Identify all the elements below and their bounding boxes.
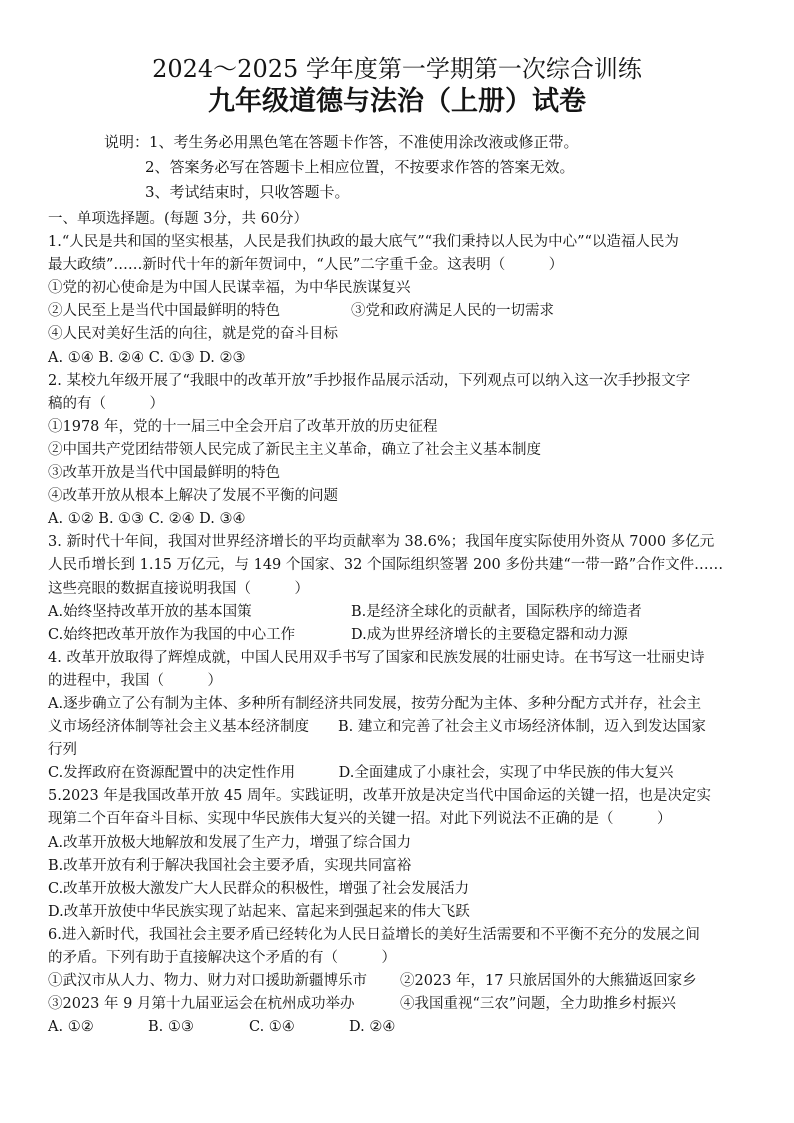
option-item: ④人民对美好生活的向往，就是党的奋斗目标 bbox=[48, 326, 338, 343]
question-stem: 人民币增长到 1.15 万亿元，与 149 个国家、32 个国际组织签署 200 多份共建“一带一路”合作文件…… bbox=[48, 557, 724, 574]
question-stem: 这些亮眼的数据直接说明我国（ ） bbox=[48, 580, 309, 597]
question-stem: 4. 改革开放取得了辉煌成就，中国人民用双手书写了国家和民族发展的壮丽史诗。在书写这一壮丽史诗 bbox=[48, 649, 705, 666]
question-2 bbox=[48, 370, 768, 532]
answer-choices bbox=[48, 1016, 768, 1039]
option-row bbox=[48, 970, 768, 993]
option-row bbox=[48, 624, 768, 647]
question-stem: 5.2023 年是我国改革开放 45 周年。实践证明，改革开放是决定当代中国命运的关键一招，也是决定实 bbox=[48, 788, 712, 805]
exam-body bbox=[48, 208, 768, 1039]
question-stem: 稿的有（ ） bbox=[48, 395, 164, 412]
option-a: A.始终坚持改革开放的基本国策 bbox=[48, 603, 252, 620]
option-d: D.改革开放使中华民族实现了站起来、富起来到强起来的伟大飞跃 bbox=[48, 903, 470, 920]
question-stem: 的进程中，我国（ ） bbox=[48, 672, 222, 689]
option-item: ③党和政府满足人民的一切需求 bbox=[351, 303, 554, 320]
answer-choices: A. ①② B. ①③ C. ②④ D. ③④ bbox=[48, 511, 246, 528]
option-row bbox=[48, 993, 768, 1016]
question-6 bbox=[48, 924, 768, 1039]
option-b: B.是经济全球化的贡献者，国际秩序的缔造者 bbox=[351, 603, 642, 620]
question-stem: 6.进入新时代，我国社会主要矛盾已经转化为人民日益增长的美好生活需要和不平衡不充分的发展之间 bbox=[48, 926, 700, 943]
instruction-3: 3、考试结束时，只收答题卡。 bbox=[145, 183, 350, 201]
exam-title-line2: 九年级道德与法治（上册）试卷 bbox=[208, 86, 586, 117]
question-stem: 最大政绩”……新时代十年的新年贺词中，“人民”二字重千金。这表明（ ） bbox=[48, 257, 564, 274]
answer-d: D. ②④ bbox=[349, 1019, 396, 1036]
option-b-cont: 行列 bbox=[48, 742, 77, 759]
option-item: ①武汉市从人力、物力、财力对口援助新疆博乐市 bbox=[48, 973, 367, 990]
option-item: ①党的初心使命是为中国人民谋幸福，为中华民族谋复兴 bbox=[48, 280, 411, 297]
question-stem: 1.“人民是共和国的坚实根基，人民是我们执政的最大底气”“我们秉持以人民为中心”“以造福人民为 bbox=[48, 234, 679, 251]
answer-b: B. ①③ bbox=[148, 1019, 194, 1036]
instruction-2: 2、答案务必写在答题卡上相应位置，不按要求作答的答案无效。 bbox=[145, 158, 575, 176]
question-4 bbox=[48, 647, 768, 786]
option-a: A.改革开放极大地解放和发展了生产力，增强了综合国力 bbox=[48, 834, 412, 851]
option-b: B.改革开放有利于解决我国社会主要矛盾，实现共同富裕 bbox=[48, 857, 412, 874]
question-1 bbox=[48, 231, 768, 370]
option-item: ②2023 年，17 只旅居国外的大熊猫返回家乡 bbox=[400, 973, 697, 990]
answer-choices: A. ①④ B. ②④ C. ①③ D. ②③ bbox=[48, 349, 246, 366]
question-5 bbox=[48, 785, 768, 924]
option-item: ②中国共产党团结带领人民完成了新民主主义革命，确立了社会主义基本制度 bbox=[48, 441, 541, 458]
option-item: ①1978 年，党的十一届三中全会开启了改革开放的历史征程 bbox=[48, 418, 438, 435]
option-c: C.始终把改革开放作为我国的中心工作 bbox=[48, 626, 296, 643]
question-3 bbox=[48, 531, 768, 646]
option-item: ④改革开放从根本上解决了发展不平衡的问题 bbox=[48, 488, 338, 505]
question-stem: 的矛盾。下列有助于直接解决这个矛盾的有（ ） bbox=[48, 950, 396, 966]
option-c-d: C.发挥政府在资源配置中的决定性作用 D.全面建成了小康社会，实现了中华民族的伟大复兴 bbox=[48, 765, 674, 782]
option-item: ②人民至上是当代中国最鲜明的特色 bbox=[48, 303, 280, 320]
exam-title-line1: 2024～2025 学年度第一学期第一次综合训练 bbox=[152, 55, 642, 83]
question-stem: 2. 某校九年级开展了“我眼中的改革开放”手抄报作品展示活动，下列观点可以纳入这一次手抄报文字 bbox=[48, 372, 691, 389]
option-item: ③2023 年 9 月第十九届亚运会在杭州成功举办 bbox=[48, 996, 355, 1013]
option-a: A.逐步确立了公有制为主体、多种所有制经济共同发展，按劳分配为主体、多种分配方式并存，社会主 bbox=[48, 695, 702, 712]
option-c: C.改革开放极大激发广大人民群众的积极性，增强了社会发展活力 bbox=[48, 880, 470, 897]
answer-a: A. ①② bbox=[48, 1019, 94, 1036]
option-item: ④我国重视“三农”问题，全力助推乡村振兴 bbox=[400, 996, 676, 1013]
question-stem: 3. 新时代十年间，我国对世界经济增长的平均贡献率为 38.6%；我国年度实际使用外资从 7000 多亿元 bbox=[48, 534, 715, 551]
instruction-1: 说明：1、考生务必用黑色笔在答题卡作答，不准使用涂改液或修正带。 bbox=[104, 133, 579, 151]
question-stem: 现第二个百年奋斗目标、实现中华民族伟大复兴的关键一招。对此下列说法不正确的是（ ） bbox=[48, 811, 672, 828]
instructions bbox=[104, 130, 764, 205]
answer-c: C. ①④ bbox=[249, 1019, 295, 1036]
option-b: 义市场经济体制等社会主义基本经济制度 B. 建立和完善了社会主义市场经济体制，迈入到发达国家 bbox=[48, 719, 706, 736]
option-row bbox=[48, 300, 768, 323]
option-row bbox=[48, 601, 768, 624]
section-heading: 一、单项选择题。(每题 3分，共 60分） bbox=[48, 211, 309, 227]
option-d: D.成为世界经济增长的主要稳定器和动力源 bbox=[351, 626, 628, 643]
option-item: ③改革开放是当代中国最鲜明的特色 bbox=[48, 465, 280, 482]
